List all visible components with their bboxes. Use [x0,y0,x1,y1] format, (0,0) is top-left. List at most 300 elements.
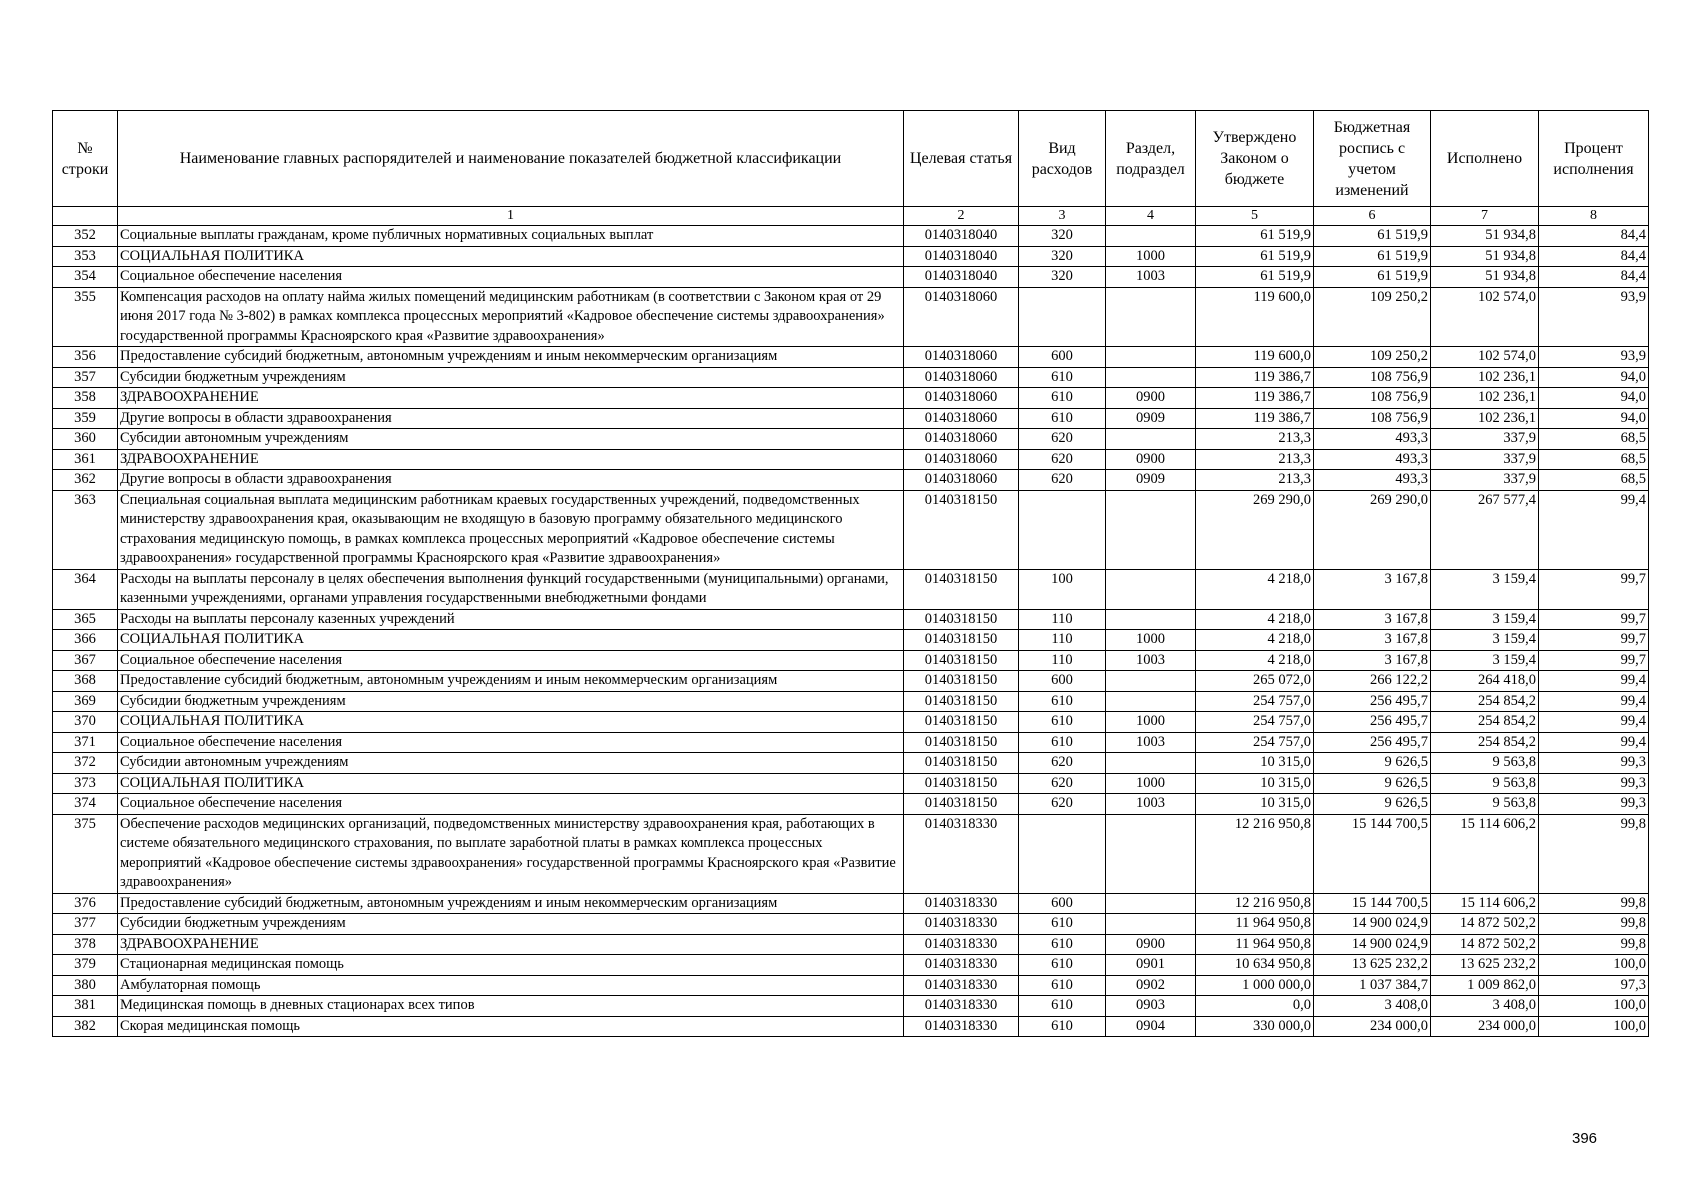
row-number-cell: 363 [53,490,118,569]
target-article-cell: 0140318040 [904,246,1019,267]
name-cell: Другие вопросы в области здравоохранения [118,408,904,429]
header-row [53,111,1649,207]
name-cell: СОЦИАЛЬНАЯ ПОЛИТИКА [118,630,904,651]
target-article-cell: 0140318330 [904,934,1019,955]
name-cell: ЗДРАВООХРАНЕНИЕ [118,934,904,955]
budget-list-cell: 14 900 024,9 [1314,934,1431,955]
expense-type-cell: 610 [1019,914,1106,935]
row-number-cell: 361 [53,449,118,470]
name-cell: Скорая медицинская помощь [118,1016,904,1037]
budget-list-cell: 13 625 232,2 [1314,955,1431,976]
section-cell: 0903 [1106,996,1196,1017]
section-cell: 1000 [1106,773,1196,794]
section-cell: 0909 [1106,408,1196,429]
name-cell: Социальное обеспечение населения [118,267,904,288]
section-cell: 0909 [1106,470,1196,491]
table-row [53,934,1649,955]
row-number-cell: 357 [53,367,118,388]
column-number: 8 [1539,207,1649,226]
expense-type-cell: 610 [1019,388,1106,409]
row-number-cell: 364 [53,569,118,609]
executed-cell: 102 574,0 [1431,347,1539,368]
percent-cell: 99,8 [1539,893,1649,914]
target-article-cell: 0140318040 [904,226,1019,247]
target-article-cell: 0140318150 [904,490,1019,569]
table-row [53,569,1649,609]
percent-cell: 99,4 [1539,732,1649,753]
executed-cell: 264 418,0 [1431,671,1539,692]
approved-cell: 4 218,0 [1196,569,1314,609]
section-cell [1106,429,1196,450]
approved-cell: 119 600,0 [1196,287,1314,347]
executed-cell: 337,9 [1431,470,1539,491]
target-article-cell: 0140318150 [904,630,1019,651]
percent-cell: 84,4 [1539,246,1649,267]
target-article-cell: 0140318330 [904,975,1019,996]
section-cell [1106,609,1196,630]
name-cell: Стационарная медицинская помощь [118,955,904,976]
name-cell: Субсидии бюджетным учреждениям [118,367,904,388]
table-row [53,650,1649,671]
row-number-cell: 355 [53,287,118,347]
row-number-cell: 380 [53,975,118,996]
executed-cell: 1 009 862,0 [1431,975,1539,996]
executed-cell: 267 577,4 [1431,490,1539,569]
section-cell [1106,226,1196,247]
table-row [53,408,1649,429]
target-article-cell: 0140318150 [904,691,1019,712]
executed-cell: 14 872 502,2 [1431,914,1539,935]
row-number-cell: 375 [53,814,118,893]
executed-cell: 102 236,1 [1431,388,1539,409]
table-row [53,347,1649,368]
name-cell: Субсидии бюджетным учреждениям [118,914,904,935]
executed-cell: 9 563,8 [1431,773,1539,794]
approved-cell: 10 634 950,8 [1196,955,1314,976]
budget-list-cell: 61 519,9 [1314,267,1431,288]
percent-cell: 99,3 [1539,753,1649,774]
approved-cell: 119 386,7 [1196,408,1314,429]
percent-cell: 99,8 [1539,914,1649,935]
percent-cell: 99,7 [1539,569,1649,609]
percent-cell: 68,5 [1539,429,1649,450]
percent-cell: 94,0 [1539,367,1649,388]
row-number-cell: 381 [53,996,118,1017]
row-number-cell: 365 [53,609,118,630]
header-approved: Утверждено Законом о бюджете [1196,111,1314,207]
expense-type-cell: 610 [1019,732,1106,753]
approved-cell: 4 218,0 [1196,630,1314,651]
executed-cell: 3 159,4 [1431,630,1539,651]
name-cell: Расходы на выплаты персоналу в целях обеспечения выполнения функций государственными (муниципальными) органами, казенными учреждениями, органами управления государственными внебюджетными фондами [118,569,904,609]
name-cell: Компенсация расходов на оплату найма жилых помещений медицинским работникам (в соответствии с Законом края от 29 июня 2017 года № 3-802) в рамках комплекса процессных мероприятий «Кадровое обеспечение системы здравоохранения» государственной программы Красноярского края «Развитие здравоохранения» [118,287,904,347]
percent-cell: 99,7 [1539,609,1649,630]
table-row [53,449,1649,470]
approved-cell: 12 216 950,8 [1196,814,1314,893]
expense-type-cell: 620 [1019,773,1106,794]
target-article-cell: 0140318330 [904,914,1019,935]
section-cell [1106,691,1196,712]
percent-cell: 84,4 [1539,267,1649,288]
budget-list-cell: 3 167,8 [1314,609,1431,630]
approved-cell: 1 000 000,0 [1196,975,1314,996]
executed-cell: 15 114 606,2 [1431,893,1539,914]
approved-cell: 61 519,9 [1196,267,1314,288]
column-number: 5 [1196,207,1314,226]
approved-cell: 119 386,7 [1196,388,1314,409]
executed-cell: 337,9 [1431,449,1539,470]
budget-list-cell: 61 519,9 [1314,246,1431,267]
budget-list-cell: 61 519,9 [1314,226,1431,247]
section-cell: 0902 [1106,975,1196,996]
target-article-cell: 0140318330 [904,814,1019,893]
header-row-number: № строки [53,111,118,207]
table-row [53,226,1649,247]
expense-type-cell: 610 [1019,1016,1106,1037]
row-number-cell: 376 [53,893,118,914]
approved-cell: 12 216 950,8 [1196,893,1314,914]
budget-list-cell: 493,3 [1314,470,1431,491]
expense-type-cell: 610 [1019,934,1106,955]
percent-cell: 93,9 [1539,347,1649,368]
target-article-cell: 0140318150 [904,794,1019,815]
budget-list-cell: 3 167,8 [1314,569,1431,609]
approved-cell: 119 600,0 [1196,347,1314,368]
budget-list-cell: 256 495,7 [1314,732,1431,753]
name-cell: СОЦИАЛЬНАЯ ПОЛИТИКА [118,246,904,267]
executed-cell: 3 159,4 [1431,609,1539,630]
executed-cell: 51 934,8 [1431,226,1539,247]
table-row [53,753,1649,774]
header-executed: Исполнено [1431,111,1539,207]
percent-cell: 84,4 [1539,226,1649,247]
expense-type-cell: 610 [1019,691,1106,712]
budget-list-cell: 108 756,9 [1314,388,1431,409]
target-article-cell: 0140318330 [904,955,1019,976]
target-article-cell: 0140318150 [904,609,1019,630]
name-cell: СОЦИАЛЬНАЯ ПОЛИТИКА [118,773,904,794]
header-budget-list: Бюджетная роспись с учетом изменений [1314,111,1431,207]
budget-list-cell: 15 144 700,5 [1314,893,1431,914]
expense-type-cell: 610 [1019,408,1106,429]
budget-list-cell: 108 756,9 [1314,367,1431,388]
row-number-cell: 358 [53,388,118,409]
section-cell [1106,814,1196,893]
name-cell: Социальное обеспечение населения [118,732,904,753]
budget-list-cell: 108 756,9 [1314,408,1431,429]
name-cell: Другие вопросы в области здравоохранения [118,470,904,491]
name-cell: Социальные выплаты гражданам, кроме публичных нормативных социальных выплат [118,226,904,247]
section-cell: 1000 [1106,630,1196,651]
target-article-cell: 0140318150 [904,650,1019,671]
percent-cell: 93,9 [1539,287,1649,347]
table-row [53,470,1649,491]
expense-type-cell: 620 [1019,470,1106,491]
percent-cell: 100,0 [1539,1016,1649,1037]
budget-list-cell: 234 000,0 [1314,1016,1431,1037]
budget-list-cell: 9 626,5 [1314,753,1431,774]
name-cell: Субсидии бюджетным учреждениям [118,691,904,712]
row-number-cell: 372 [53,753,118,774]
name-cell: ЗДРАВООХРАНЕНИЕ [118,449,904,470]
section-cell [1106,753,1196,774]
table-row [53,955,1649,976]
expense-type-cell: 610 [1019,367,1106,388]
row-number-cell: 367 [53,650,118,671]
row-number-cell: 360 [53,429,118,450]
expense-type-cell: 600 [1019,671,1106,692]
section-cell [1106,347,1196,368]
budget-list-cell: 109 250,2 [1314,287,1431,347]
approved-cell: 119 386,7 [1196,367,1314,388]
name-cell: Субсидии автономным учреждениям [118,753,904,774]
budget-list-cell: 256 495,7 [1314,691,1431,712]
budget-list-cell: 266 122,2 [1314,671,1431,692]
approved-cell: 330 000,0 [1196,1016,1314,1037]
table-row [53,429,1649,450]
name-cell: Предоставление субсидий бюджетным, автономным учреждениям и иным некоммерческим организациям [118,671,904,692]
name-cell: Социальное обеспечение населения [118,794,904,815]
budget-list-cell: 256 495,7 [1314,712,1431,733]
name-cell: Обеспечение расходов медицинских организаций, подведомственных министерству здравоохранения края, работающих в системе обязательного медицинского страхования, по выплате заработной платы в рамках комплекса процессных мероприятий «Кадровое обеспечение системы здравоохранения» государственной программы Красноярского края «Развитие здравоохранения» [118,814,904,893]
percent-cell: 68,5 [1539,449,1649,470]
budget-list-cell: 493,3 [1314,429,1431,450]
table-row [53,287,1649,347]
executed-cell: 254 854,2 [1431,712,1539,733]
executed-cell: 14 872 502,2 [1431,934,1539,955]
expense-type-cell: 600 [1019,893,1106,914]
section-cell: 1000 [1106,712,1196,733]
expense-type-cell: 320 [1019,246,1106,267]
executed-cell: 337,9 [1431,429,1539,450]
target-article-cell: 0140318150 [904,773,1019,794]
approved-cell: 10 315,0 [1196,794,1314,815]
name-cell: Предоставление субсидий бюджетным, автономным учреждениям и иным некоммерческим организациям [118,347,904,368]
percent-cell: 94,0 [1539,388,1649,409]
column-number: 2 [904,207,1019,226]
table-row [53,367,1649,388]
executed-cell: 254 854,2 [1431,732,1539,753]
executed-cell: 234 000,0 [1431,1016,1539,1037]
section-cell [1106,671,1196,692]
executed-cell: 13 625 232,2 [1431,955,1539,976]
budget-list-cell: 109 250,2 [1314,347,1431,368]
target-article-cell: 0140318060 [904,388,1019,409]
budget-list-cell: 269 290,0 [1314,490,1431,569]
percent-cell: 68,5 [1539,470,1649,491]
name-cell: Социальное обеспечение населения [118,650,904,671]
budget-list-cell: 15 144 700,5 [1314,814,1431,893]
target-article-cell: 0140318150 [904,712,1019,733]
table-row [53,814,1649,893]
percent-cell: 100,0 [1539,996,1649,1017]
row-number-cell: 356 [53,347,118,368]
percent-cell: 99,4 [1539,691,1649,712]
executed-cell: 9 563,8 [1431,794,1539,815]
executed-cell: 51 934,8 [1431,267,1539,288]
header-target-article: Целевая статья [904,111,1019,207]
expense-type-cell: 110 [1019,650,1106,671]
section-cell: 0900 [1106,449,1196,470]
percent-cell: 99,8 [1539,814,1649,893]
column-number: 6 [1314,207,1431,226]
header-section: Раздел, подраздел [1106,111,1196,207]
row-number-cell: 352 [53,226,118,247]
target-article-cell: 0140318060 [904,408,1019,429]
percent-cell: 99,7 [1539,650,1649,671]
section-cell [1106,490,1196,569]
table-body [53,226,1649,1037]
expense-type-cell: 610 [1019,996,1106,1017]
approved-cell: 10 315,0 [1196,753,1314,774]
target-article-cell: 0140318040 [904,267,1019,288]
section-cell: 0901 [1106,955,1196,976]
expense-type-cell: 600 [1019,347,1106,368]
section-cell [1106,893,1196,914]
expense-type-cell [1019,287,1106,347]
section-cell [1106,367,1196,388]
table-row [53,609,1649,630]
target-article-cell: 0140318150 [904,569,1019,609]
table-row [53,732,1649,753]
expense-type-cell: 110 [1019,609,1106,630]
row-number-cell: 366 [53,630,118,651]
target-article-cell: 0140318060 [904,287,1019,347]
target-article-cell: 0140318060 [904,367,1019,388]
section-cell [1106,914,1196,935]
executed-cell: 102 574,0 [1431,287,1539,347]
approved-cell: 265 072,0 [1196,671,1314,692]
expense-type-cell [1019,490,1106,569]
percent-cell: 99,3 [1539,773,1649,794]
percent-cell: 99,4 [1539,490,1649,569]
expense-type-cell: 610 [1019,712,1106,733]
name-cell: Специальная социальная выплата медицинским работникам краевых государственных учреждений, подведомственных министерству здравоохранения края, оказывающим не входящую в базовую программу обязательного медицинского страхования медицинскую помощь, в рамках комплекса процессных мероприятий «Кадровое обеспечение системы здравоохранения» государственной программы Красноярского края «Развитие здравоохранения» [118,490,904,569]
expense-type-cell: 620 [1019,794,1106,815]
executed-cell: 3 408,0 [1431,996,1539,1017]
executed-cell: 15 114 606,2 [1431,814,1539,893]
approved-cell: 213,3 [1196,429,1314,450]
table-row [53,773,1649,794]
row-number-cell: 353 [53,246,118,267]
target-article-cell: 0140318060 [904,449,1019,470]
page-number: 396 [1572,1130,1598,1147]
approved-cell: 11 964 950,8 [1196,934,1314,955]
section-cell: 1000 [1106,246,1196,267]
approved-cell: 0,0 [1196,996,1314,1017]
budget-execution-table [52,110,1649,1037]
column-number: 4 [1106,207,1196,226]
expense-type-cell: 320 [1019,226,1106,247]
expense-type-cell: 100 [1019,569,1106,609]
approved-cell: 254 757,0 [1196,691,1314,712]
target-article-cell: 0140318330 [904,893,1019,914]
table-row [53,630,1649,651]
percent-cell: 99,8 [1539,934,1649,955]
row-number-cell: 368 [53,671,118,692]
target-article-cell: 0140318330 [904,1016,1019,1037]
approved-cell: 213,3 [1196,470,1314,491]
row-number-cell: 373 [53,773,118,794]
table-row [53,388,1649,409]
expense-type-cell: 610 [1019,955,1106,976]
section-cell: 1003 [1106,650,1196,671]
percent-cell: 99,7 [1539,630,1649,651]
section-cell: 0900 [1106,934,1196,955]
expense-type-cell: 320 [1019,267,1106,288]
table-row [53,996,1649,1017]
table-row [53,794,1649,815]
row-number-cell: 354 [53,267,118,288]
executed-cell: 9 563,8 [1431,753,1539,774]
row-number-cell: 378 [53,934,118,955]
name-cell: Амбулаторная помощь [118,975,904,996]
percent-cell: 100,0 [1539,955,1649,976]
section-cell [1106,569,1196,609]
column-number [53,207,118,226]
expense-type-cell: 620 [1019,449,1106,470]
budget-list-cell: 9 626,5 [1314,773,1431,794]
percent-cell: 97,3 [1539,975,1649,996]
section-cell: 0900 [1106,388,1196,409]
table-row [53,691,1649,712]
section-cell: 0904 [1106,1016,1196,1037]
approved-cell: 269 290,0 [1196,490,1314,569]
budget-list-cell: 3 167,8 [1314,650,1431,671]
column-number: 3 [1019,207,1106,226]
row-number-cell: 369 [53,691,118,712]
executed-cell: 102 236,1 [1431,408,1539,429]
header-name: Наименование главных распорядителей и наименование показателей бюджетной классификации [118,111,904,207]
header-percent: Процент исполнения [1539,111,1649,207]
table-row [53,712,1649,733]
row-number-cell: 379 [53,955,118,976]
approved-cell: 11 964 950,8 [1196,914,1314,935]
column-number-row [53,207,1649,226]
percent-cell: 99,4 [1539,712,1649,733]
section-cell: 1003 [1106,794,1196,815]
budget-list-cell: 3 167,8 [1314,630,1431,651]
row-number-cell: 371 [53,732,118,753]
table-row [53,267,1649,288]
executed-cell: 3 159,4 [1431,650,1539,671]
table-row [53,671,1649,692]
percent-cell: 99,3 [1539,794,1649,815]
name-cell: Медицинская помощь в дневных стационарах всех типов [118,996,904,1017]
budget-list-cell: 3 408,0 [1314,996,1431,1017]
row-number-cell: 382 [53,1016,118,1037]
target-article-cell: 0140318060 [904,470,1019,491]
name-cell: Расходы на выплаты персоналу казенных учреждений [118,609,904,630]
expense-type-cell: 620 [1019,429,1106,450]
table-row [53,246,1649,267]
column-number: 7 [1431,207,1539,226]
name-cell: ЗДРАВООХРАНЕНИЕ [118,388,904,409]
percent-cell: 99,4 [1539,671,1649,692]
name-cell: Предоставление субсидий бюджетным, автономным учреждениям и иным некоммерческим организациям [118,893,904,914]
approved-cell: 254 757,0 [1196,712,1314,733]
target-article-cell: 0140318150 [904,753,1019,774]
target-article-cell: 0140318060 [904,429,1019,450]
approved-cell: 254 757,0 [1196,732,1314,753]
row-number-cell: 370 [53,712,118,733]
expense-type-cell: 610 [1019,975,1106,996]
approved-cell: 61 519,9 [1196,226,1314,247]
name-cell: СОЦИАЛЬНАЯ ПОЛИТИКА [118,712,904,733]
budget-list-cell: 9 626,5 [1314,794,1431,815]
table-row [53,914,1649,935]
column-number: 1 [118,207,904,226]
